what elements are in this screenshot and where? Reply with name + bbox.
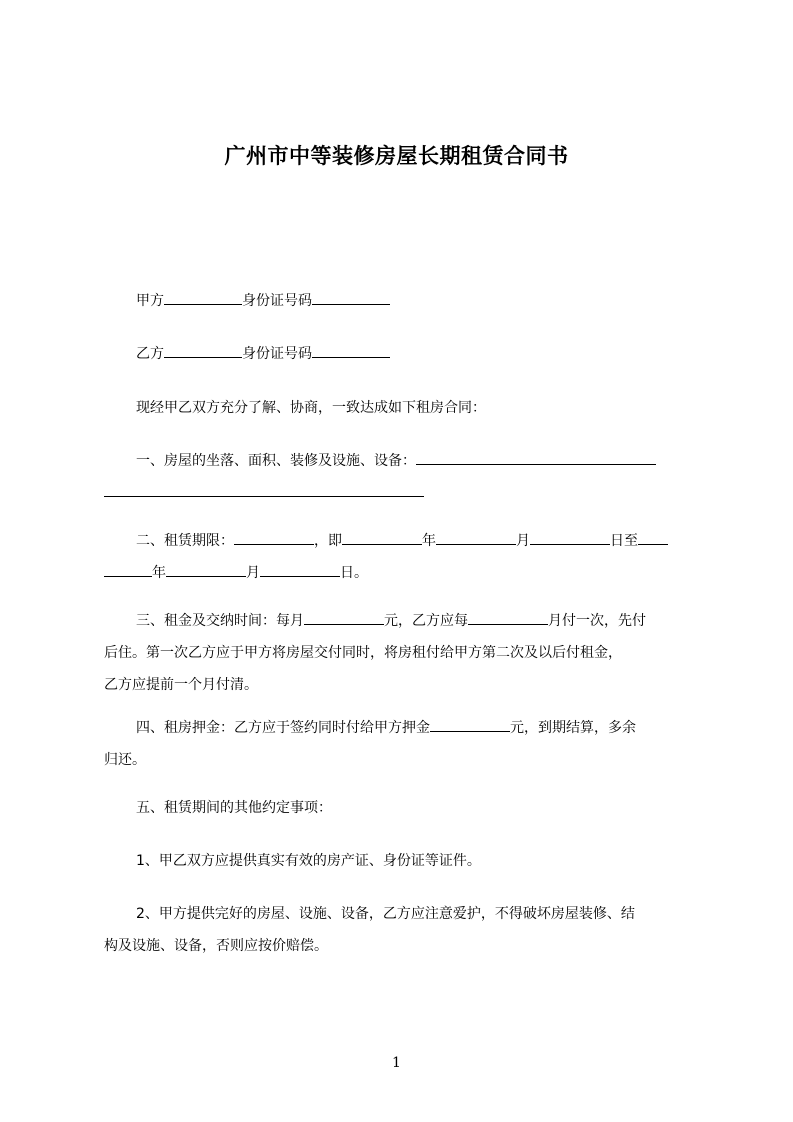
party-a-id-blank <box>312 286 390 305</box>
party-a-line <box>104 285 700 317</box>
clause-1 <box>104 445 700 509</box>
clause-1-text: 一、房屋的坐落、面积、装修及设施、设备： <box>136 453 416 469</box>
party-b-label: 乙方 <box>136 346 164 362</box>
clause-5-item-1: 1、甲乙双方应提供真实有效的房产证、身份证等证件。 <box>136 853 481 869</box>
clause-2-ji: ，即 <box>314 533 342 549</box>
clause-5-item-2-line-1: 2、甲方提供完好的房屋、设施、设备，乙方应注意爱护，不得破坏房屋装修、结 <box>136 906 635 922</box>
clause-4-part-2: 元，到期结算，多余 <box>510 720 636 736</box>
party-b-id-label: 身份证号码 <box>242 346 312 362</box>
start-year-blank <box>342 526 422 545</box>
party-a-id-label: 身份证号码 <box>242 293 312 309</box>
party-b-id-blank <box>312 339 390 358</box>
clause-4-line-2: 归还。 <box>104 752 146 768</box>
end-day-blank <box>260 558 340 577</box>
payment-interval-blank <box>468 606 548 625</box>
clause-4 <box>104 712 700 776</box>
end-month-blank <box>166 558 246 577</box>
clause-3-line-3: 乙方应提前一个月付清。 <box>104 677 258 693</box>
start-month-blank <box>436 526 516 545</box>
page-number: 1 <box>392 1055 401 1071</box>
clause-3 <box>104 605 700 701</box>
clause-3-part-3: 月付一次，先付 <box>548 613 646 629</box>
clause-2-label: 二、租赁期限： <box>136 533 234 549</box>
clause-5-item-2-block <box>104 898 700 962</box>
clause-3-part-2: 元，乙方应每 <box>384 613 468 629</box>
party-a-label: 甲方 <box>136 293 164 309</box>
deposit-blank <box>430 713 510 732</box>
term-blank <box>234 526 314 545</box>
clause-3-part-1: 三、租金及交纳时间：每月 <box>136 613 304 629</box>
clause-2-day-to: 日至 <box>610 533 638 549</box>
clause-5-heading: 五、租赁期间的其他约定事项： <box>136 800 332 816</box>
clause-3-line-2: 后住。第一次乙方应于甲方将房屋交付同时，将房租付给甲方第二次及以后付租金， <box>104 645 622 661</box>
document-title: 广州市中等装修房屋长期租赁合同书 <box>224 144 569 168</box>
clause-2-year-1: 年 <box>422 533 436 549</box>
monthly-rent-blank <box>304 606 384 625</box>
end-year-blank-b <box>104 558 152 577</box>
party-b-line <box>104 338 700 370</box>
end-year-blank-a <box>638 526 668 545</box>
intro-paragraph <box>104 392 700 424</box>
clause-5-heading-block <box>104 792 700 824</box>
clause-2 <box>104 525 700 589</box>
clause-2-month-2: 月 <box>246 565 260 581</box>
clause-5-item-2-line-2: 构及设施、设备，否则应按价赔偿。 <box>104 938 328 954</box>
clause-5-item-1-block <box>104 845 700 877</box>
clause-2-month-1: 月 <box>516 533 530 549</box>
clause-1-blank-1 <box>416 446 656 465</box>
clause-4-part-1: 四、租房押金：乙方应于签约同时付给甲方押金 <box>136 720 430 736</box>
intro-text: 现经甲乙双方充分了解、协商，一致达成如下租房合同： <box>136 400 486 416</box>
party-a-name-blank <box>164 286 242 305</box>
clause-1-blank-2 <box>104 478 424 497</box>
party-b-name-blank <box>164 339 242 358</box>
clause-2-year-2: 年 <box>152 565 166 581</box>
start-day-blank <box>530 526 610 545</box>
clause-2-day-end: 日。 <box>340 565 368 581</box>
